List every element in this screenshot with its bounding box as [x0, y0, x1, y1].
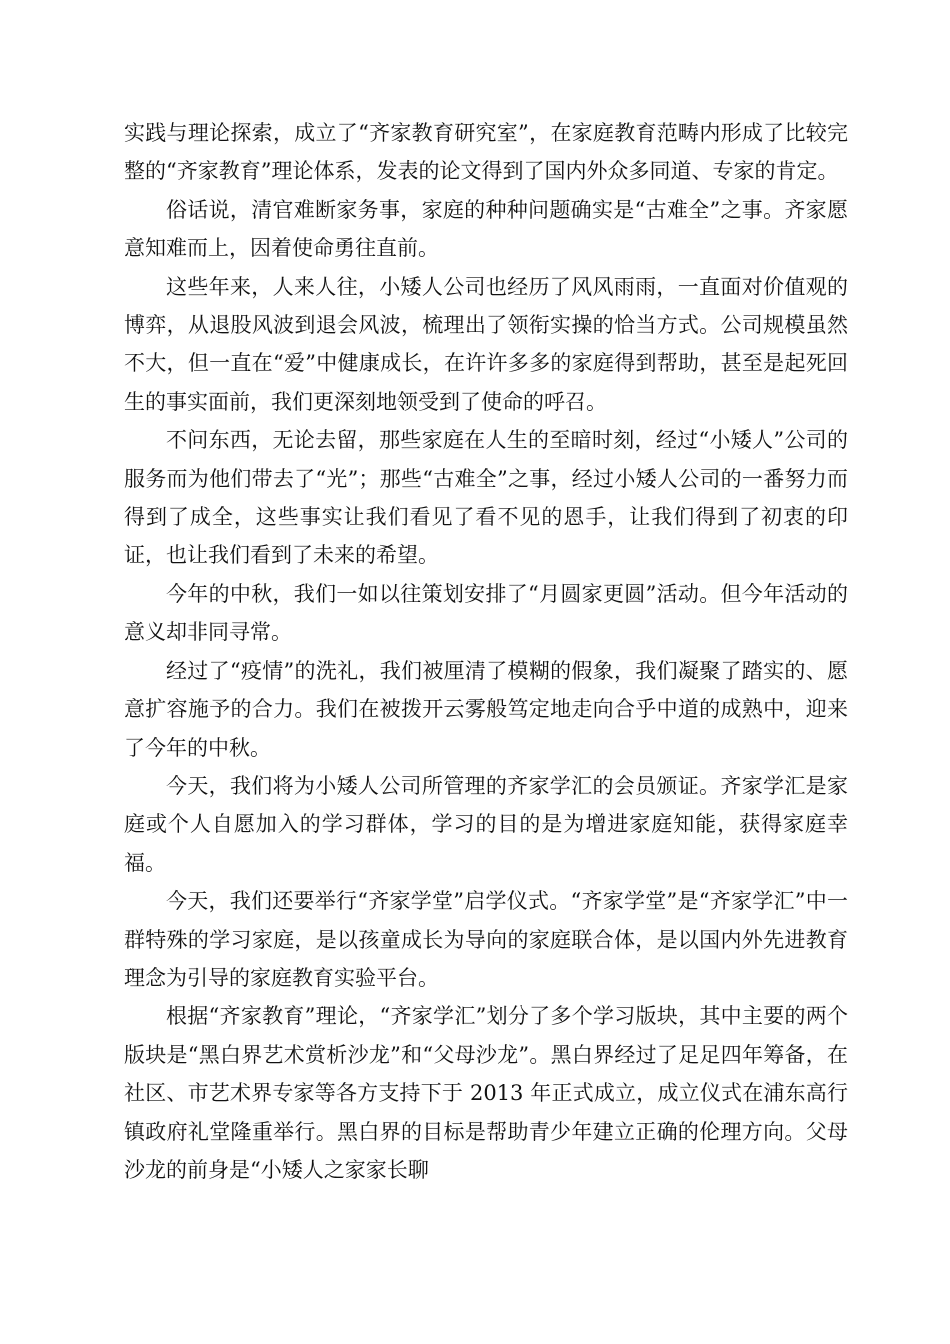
paragraph-company-growth: 这些年来，人来人往，小矮人公司也经历了风风雨雨，一直面对价值观的博弈，从退股风波到退会风波，梳理出了领衔实操的恰当方式。公司规模虽然不大，但一直在“爱”中健康成长，在许许多多的家庭得到帮助，甚至是起死回生的事实面前，我们更深刻地领受到了使命的呼召。	[124, 274, 848, 414]
document-page	[124, 114, 848, 1189]
paragraph-after-epidemic: 经过了“疫情”的洗礼，我们被厘清了模糊的假象，我们凝聚了踏实的、愿意扩容施予的合力。我们在被拨开云雾般笃定地走向合乎中道的成熟中，迎来了今年的中秋。	[124, 658, 848, 760]
paragraph-research-office: 实践与理论探索，成立了“齐家教育研究室”，在家庭教育范畴内形成了比较完整的“齐家教育”理论体系，发表的论文得到了国内外众多同道、专家的肯定。	[124, 121, 848, 184]
paragraph-learning-sections: 根据“齐家教育”理论，“齐家学汇”划分了多个学习版块，其中主要的两个版块是“黑白界艺术赏析沙龙”和“父母沙龙”。黑白界经过了足足四年筹备，在社区、市艺术界专家等各方支持下于 2013 年正式成立，成立仪式在浦东高行镇政府礼堂隆重举行。黑白界的目标是帮助青少年建立正确的伦理方向。父母沙龙的前身是“小矮人之家家长聊	[124, 1004, 848, 1182]
paragraph-household-matters: 俗话说，清官难断家务事，家庭的种种问题确实是“古难全”之事。齐家愿意知难而上，因着使命勇往直前。	[124, 197, 848, 261]
paragraph-member-certificates: 今天，我们将为小矮人公司所管理的齐家学汇的会员颁证。齐家学汇是家庭或个人自愿加入的学习群体，学习的目的是为增进家庭知能，获得家庭幸福。	[124, 773, 848, 875]
paragraph-mid-autumn-event: 今年的中秋，我们一如以往策划安排了“月圆家更圆”活动。但今年活动的意义却非同寻常。	[124, 581, 848, 645]
paragraph-bringing-light: 不问东西，无论去留，那些家庭在人生的至暗时刻，经过“小矮人”公司的服务而为他们带去了“光”；那些“古难全”之事，经过小矮人公司的一番努力而得到了成全，这些事实让我们看见了看不见的恩手，让我们得到了初衷的印证，也让我们看到了未来的希望。	[124, 428, 848, 568]
paragraph-school-opening: 今天，我们还要举行“齐家学堂”启学仪式。“齐家学堂”是“齐家学汇”中一群特殊的学习家庭，是以孩童成长为导向的家庭联合体，是以国内外先进教育理念为引导的家庭教育实验平台。	[124, 889, 848, 990]
